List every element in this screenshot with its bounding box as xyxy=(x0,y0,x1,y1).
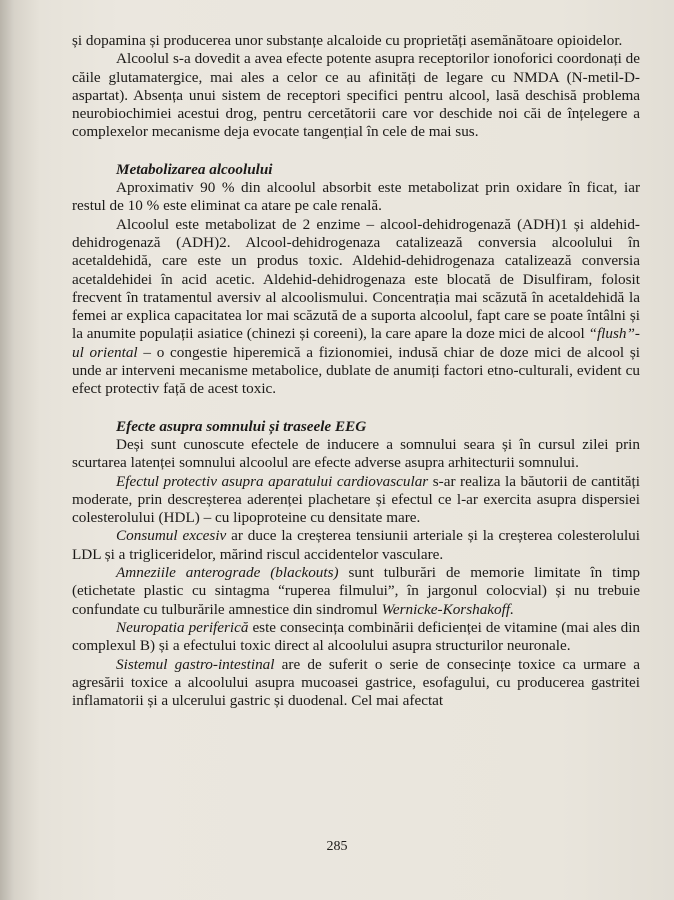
term-wernicke: Wernicke-Korshakoff. xyxy=(381,600,514,618)
paragraph-metabolism-intro: Aproximativ 90 % din alcoolul absorbit este metabolizat prin oxidare în ficat, iar restul de 10 % este eliminat ca atare pe cale renală. xyxy=(72,179,640,215)
term-gastro: Sistemul gastro-intestinal xyxy=(116,655,275,673)
term-amnesia: Amneziile anterograde (blackouts) xyxy=(116,564,339,582)
page-number: 285 xyxy=(326,839,348,854)
paragraph-enzymes xyxy=(72,216,640,399)
term-neuropathy: Neuropatia periferică xyxy=(116,618,249,636)
text-enzymes-a: Alcoolul este metabolizat de 2 enzime – alcool-dehidrogenază (ADH)1 și aldehid-dehidrogenază (ADH)2. Alcool-dehidrogenaza catalizează conversia alcoolului în acetaldehidă, care este un produs toxic. Aldehid-dehidrogenaza catalizează conversia acetaldehidei în acid acetic. Aldehid-dehidrogenaza este blocată de Disulfiram, folosit frecvent în tratamentul aversiv al alcoolismului. Concentrația mai scăzută în acetaldehidă la femei ar explica capacitatea lor mai scăzută de a suporta alcoolul, fapt care se poate întâlni și la anumite populații asiatice (chinezi și coreeni), la care apare la doze mici de alcool xyxy=(72,215,640,343)
paragraph-cardio xyxy=(72,473,640,528)
text-amnesia: sunt tulburări de memorie limitate în timp (etichetate plastic cu sintagma “ruperea filmului”, în jargonul colocvial) și nu trebuie confundate cu tulburările amnestice din sindromul xyxy=(72,564,640,618)
term-excess: Consumul excesiv xyxy=(116,527,227,545)
text-cardio: s-ar realiza la băutorii de cantități moderate, prin descreșterea aderenței plachetare și efectul ce l-ar exercita asupra dispersiei colesterolului (HDL) – cu lipoproteine cu densitate mare. xyxy=(72,472,640,527)
paragraph-excess xyxy=(72,527,640,564)
text-gastro: are de suferit o serie de consecințe toxice ca urmare a agresării toxice a alcoolului asupra mucoasei gastrice, esofagului, cu producerea gastritei inflamatorii și a ulcerului gastric și duodenal. Cel mai afectat xyxy=(72,655,641,710)
page-body xyxy=(72,32,640,710)
paragraph-amnesia xyxy=(72,564,640,619)
section-spacer xyxy=(72,399,640,418)
paragraph-neuropathy xyxy=(72,619,640,656)
paragraph-continued: și dopamina și producerea unor substanțe alcaloide cu proprietăți asemănătoare opioidelor. xyxy=(72,32,623,49)
text-excess: ar duce la creșterea tensiunii arteriale și la creșterea colesterolului LDL și a trigliceridelor, mărind riscul accidentelor vasculare. xyxy=(72,527,640,563)
paragraph-gastro xyxy=(72,656,640,711)
text-enzymes-b: – o congestie hiperemică a fizionomiei, indusă chiar de doze mici de alcool și unde ar interveni mecanisme metabolice, dublate de anumiți factori etno-culturali, evident cu efect protectiv față de acest toxic. xyxy=(72,343,640,398)
heading-metabolism: Metabolizarea alcoolului xyxy=(116,160,273,178)
term-cardio: Efectul protectiv asupra aparatului cardiovascular xyxy=(116,472,429,490)
section-spacer xyxy=(72,142,640,161)
paragraph-sleep: Deși sunt cunoscute efectele de inducere a somnului seara și în cursul zilei prin scurtarea latenței somnului alcoolul are efecte adverse asupra arhitecturii somnului. xyxy=(72,435,640,472)
text-neuropathy: este consecința combinării deficienței de vitamine (mai ales din complexul B) și a efectului toxic direct al alcoolului asupra structurilor neuronale. xyxy=(72,618,641,655)
text-flush-oriental: “flush”-ul oriental xyxy=(72,325,640,361)
heading-sleep-eeg: Efecte asupra somnului și traseele EEG xyxy=(116,417,367,435)
paragraph-receptors: Alcoolul s-a dovedit a avea efecte potente asupra receptorilor ionoforici coordonați de căile glutamatergice, mai ales a celor ce au afinități de legare cu NMDA (N-metil-D-aspartat). Absența unui sistem de receptori specifici pentru alcool, lasă deschisă problema neurobiochimiei acestui drog, pentru cercetătorii care vor deschide noi căi de înțelegere a complexelor mecanisme deja evocate tangențial în cele de mai sus. xyxy=(72,50,640,141)
page-gutter-shadow xyxy=(0,0,14,900)
